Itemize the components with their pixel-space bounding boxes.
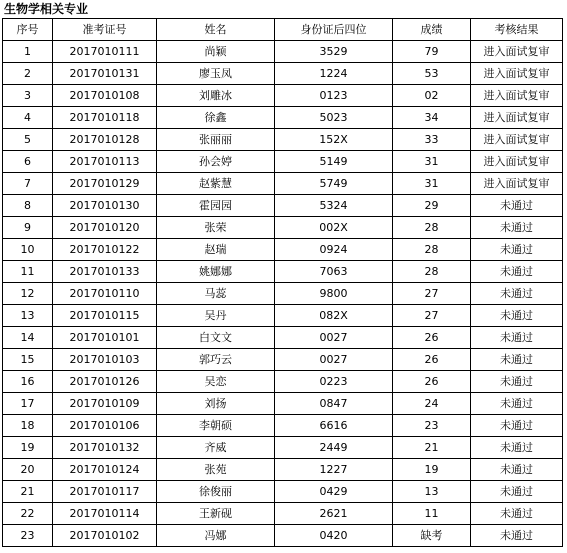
cell-name: 徐鑫 <box>157 107 275 129</box>
cell-exam-id: 2017010108 <box>53 85 157 107</box>
cell-seq: 21 <box>3 481 53 503</box>
cell-exam-id: 2017010113 <box>53 151 157 173</box>
cell-score: 33 <box>393 129 471 151</box>
cell-seq: 10 <box>3 239 53 261</box>
cell-exam-id: 2017010102 <box>53 525 157 547</box>
page-title: 生物学相关专业 <box>4 2 89 16</box>
cell-result: 未通过 <box>471 283 563 305</box>
cell-exam-id: 2017010128 <box>53 129 157 151</box>
table-row <box>3 195 563 217</box>
cell-score: 02 <box>393 85 471 107</box>
table-row <box>3 437 563 459</box>
cell-exam-id: 2017010111 <box>53 41 157 63</box>
cell-seq: 16 <box>3 371 53 393</box>
table-row <box>3 107 563 129</box>
cell-result: 进入面试复审 <box>471 41 563 63</box>
cell-score: 19 <box>393 459 471 481</box>
table-row <box>3 525 563 547</box>
cell-seq: 13 <box>3 305 53 327</box>
cell-name: 王新砚 <box>157 503 275 525</box>
cell-id-last4: 1227 <box>275 459 393 481</box>
cell-score: 27 <box>393 305 471 327</box>
cell-score: 13 <box>393 481 471 503</box>
table-row <box>3 305 563 327</box>
cell-score: 24 <box>393 393 471 415</box>
cell-score: 28 <box>393 239 471 261</box>
cell-name: 吴丹 <box>157 305 275 327</box>
table-row <box>3 415 563 437</box>
cell-id-last4: 6616 <box>275 415 393 437</box>
cell-seq: 14 <box>3 327 53 349</box>
cell-score: 缺考 <box>393 525 471 547</box>
table-row <box>3 173 563 195</box>
cell-exam-id: 2017010115 <box>53 305 157 327</box>
cell-name: 廖玉凤 <box>157 63 275 85</box>
cell-id-last4: 0123 <box>275 85 393 107</box>
header-score: 成绩 <box>393 19 471 41</box>
cell-result: 未通过 <box>471 327 563 349</box>
cell-exam-id: 2017010130 <box>53 195 157 217</box>
cell-id-last4: 1224 <box>275 63 393 85</box>
cell-score: 28 <box>393 261 471 283</box>
cell-name: 孙会婷 <box>157 151 275 173</box>
cell-result: 未通过 <box>471 525 563 547</box>
cell-exam-id: 2017010101 <box>53 327 157 349</box>
cell-seq: 12 <box>3 283 53 305</box>
cell-result: 未通过 <box>471 481 563 503</box>
cell-name: 尚颖 <box>157 41 275 63</box>
cell-result: 未通过 <box>471 415 563 437</box>
table-row <box>3 41 563 63</box>
cell-seq: 15 <box>3 349 53 371</box>
cell-name: 冯娜 <box>157 525 275 547</box>
cell-name: 刘扬 <box>157 393 275 415</box>
cell-score: 79 <box>393 41 471 63</box>
cell-result: 未通过 <box>471 503 563 525</box>
cell-score: 26 <box>393 371 471 393</box>
cell-name: 李朝硕 <box>157 415 275 437</box>
cell-id-last4: 002X <box>275 217 393 239</box>
cell-id-last4: 5149 <box>275 151 393 173</box>
cell-exam-id: 2017010103 <box>53 349 157 371</box>
cell-name: 霍园园 <box>157 195 275 217</box>
cell-seq: 17 <box>3 393 53 415</box>
cell-score: 26 <box>393 349 471 371</box>
cell-seq: 18 <box>3 415 53 437</box>
table-row <box>3 371 563 393</box>
cell-result: 进入面试复审 <box>471 151 563 173</box>
cell-exam-id: 2017010118 <box>53 107 157 129</box>
cell-result: 未通过 <box>471 305 563 327</box>
cell-id-last4: 7063 <box>275 261 393 283</box>
table-row <box>3 481 563 503</box>
cell-result: 未通过 <box>471 371 563 393</box>
table-row <box>3 129 563 151</box>
cell-name: 姚娜娜 <box>157 261 275 283</box>
cell-id-last4: 2449 <box>275 437 393 459</box>
cell-result: 未通过 <box>471 437 563 459</box>
cell-exam-id: 2017010114 <box>53 503 157 525</box>
cell-exam-id: 2017010120 <box>53 217 157 239</box>
cell-seq: 20 <box>3 459 53 481</box>
cell-id-last4: 5023 <box>275 107 393 129</box>
table-row <box>3 85 563 107</box>
header-seq: 序号 <box>3 19 53 41</box>
cell-id-last4: 0429 <box>275 481 393 503</box>
cell-id-last4: 082X <box>275 305 393 327</box>
table-row <box>3 283 563 305</box>
cell-result: 进入面试复审 <box>471 129 563 151</box>
cell-score: 21 <box>393 437 471 459</box>
cell-result: 未通过 <box>471 393 563 415</box>
cell-result: 未通过 <box>471 261 563 283</box>
cell-name: 齐威 <box>157 437 275 459</box>
cell-score: 34 <box>393 107 471 129</box>
cell-id-last4: 0027 <box>275 327 393 349</box>
cell-result: 未通过 <box>471 349 563 371</box>
cell-id-last4: 0847 <box>275 393 393 415</box>
table-row <box>3 327 563 349</box>
table-row <box>3 63 563 85</box>
cell-exam-id: 2017010109 <box>53 393 157 415</box>
cell-seq: 3 <box>3 85 53 107</box>
cell-exam-id: 2017010122 <box>53 239 157 261</box>
cell-seq: 9 <box>3 217 53 239</box>
cell-exam-id: 2017010131 <box>53 63 157 85</box>
cell-name: 赵瑞 <box>157 239 275 261</box>
cell-id-last4: 3529 <box>275 41 393 63</box>
cell-id-last4: 0924 <box>275 239 393 261</box>
cell-id-last4: 5749 <box>275 173 393 195</box>
table-header-row <box>3 19 563 41</box>
cell-score: 53 <box>393 63 471 85</box>
table-row <box>3 239 563 261</box>
cell-score: 28 <box>393 217 471 239</box>
cell-name: 吴恋 <box>157 371 275 393</box>
cell-seq: 22 <box>3 503 53 525</box>
cell-exam-id: 2017010117 <box>53 481 157 503</box>
table-row <box>3 459 563 481</box>
cell-score: 29 <box>393 195 471 217</box>
cell-seq: 7 <box>3 173 53 195</box>
cell-name: 张苑 <box>157 459 275 481</box>
cell-seq: 5 <box>3 129 53 151</box>
cell-name: 张丽丽 <box>157 129 275 151</box>
table-row <box>3 217 563 239</box>
cell-result: 未通过 <box>471 459 563 481</box>
header-exam-id: 准考证号 <box>53 19 157 41</box>
cell-name: 白文文 <box>157 327 275 349</box>
cell-score: 23 <box>393 415 471 437</box>
cell-result: 进入面试复审 <box>471 63 563 85</box>
table-row <box>3 261 563 283</box>
header-id-last4: 身份证后四位 <box>275 19 393 41</box>
cell-seq: 23 <box>3 525 53 547</box>
cell-seq: 6 <box>3 151 53 173</box>
cell-score: 31 <box>393 151 471 173</box>
cell-exam-id: 2017010132 <box>53 437 157 459</box>
header-name: 姓名 <box>157 19 275 41</box>
cell-result: 未通过 <box>471 239 563 261</box>
cell-seq: 1 <box>3 41 53 63</box>
cell-name: 张荣 <box>157 217 275 239</box>
table-row <box>3 349 563 371</box>
cell-name: 马蕊 <box>157 283 275 305</box>
cell-id-last4: 152X <box>275 129 393 151</box>
cell-id-last4: 2621 <box>275 503 393 525</box>
cell-name: 赵紫慧 <box>157 173 275 195</box>
cell-id-last4: 0420 <box>275 525 393 547</box>
cell-seq: 2 <box>3 63 53 85</box>
cell-name: 徐俊丽 <box>157 481 275 503</box>
cell-id-last4: 9800 <box>275 283 393 305</box>
table-row <box>3 503 563 525</box>
cell-score: 31 <box>393 173 471 195</box>
cell-id-last4: 5324 <box>275 195 393 217</box>
cell-id-last4: 0223 <box>275 371 393 393</box>
cell-score: 26 <box>393 327 471 349</box>
cell-seq: 4 <box>3 107 53 129</box>
cell-name: 郭巧云 <box>157 349 275 371</box>
table-row <box>3 393 563 415</box>
cell-seq: 11 <box>3 261 53 283</box>
cell-exam-id: 2017010106 <box>53 415 157 437</box>
cell-id-last4: 0027 <box>275 349 393 371</box>
cell-seq: 8 <box>3 195 53 217</box>
cell-score: 27 <box>393 283 471 305</box>
cell-exam-id: 2017010129 <box>53 173 157 195</box>
cell-result: 进入面试复审 <box>471 173 563 195</box>
cell-exam-id: 2017010110 <box>53 283 157 305</box>
cell-exam-id: 2017010133 <box>53 261 157 283</box>
cell-result: 未通过 <box>471 217 563 239</box>
cell-exam-id: 2017010124 <box>53 459 157 481</box>
results-table <box>2 18 563 547</box>
cell-seq: 19 <box>3 437 53 459</box>
cell-exam-id: 2017010126 <box>53 371 157 393</box>
cell-name: 刘雕冰 <box>157 85 275 107</box>
cell-score: 11 <box>393 503 471 525</box>
cell-result: 进入面试复审 <box>471 85 563 107</box>
cell-result: 进入面试复审 <box>471 107 563 129</box>
cell-result: 未通过 <box>471 195 563 217</box>
table-row <box>3 151 563 173</box>
header-result: 考核结果 <box>471 19 563 41</box>
